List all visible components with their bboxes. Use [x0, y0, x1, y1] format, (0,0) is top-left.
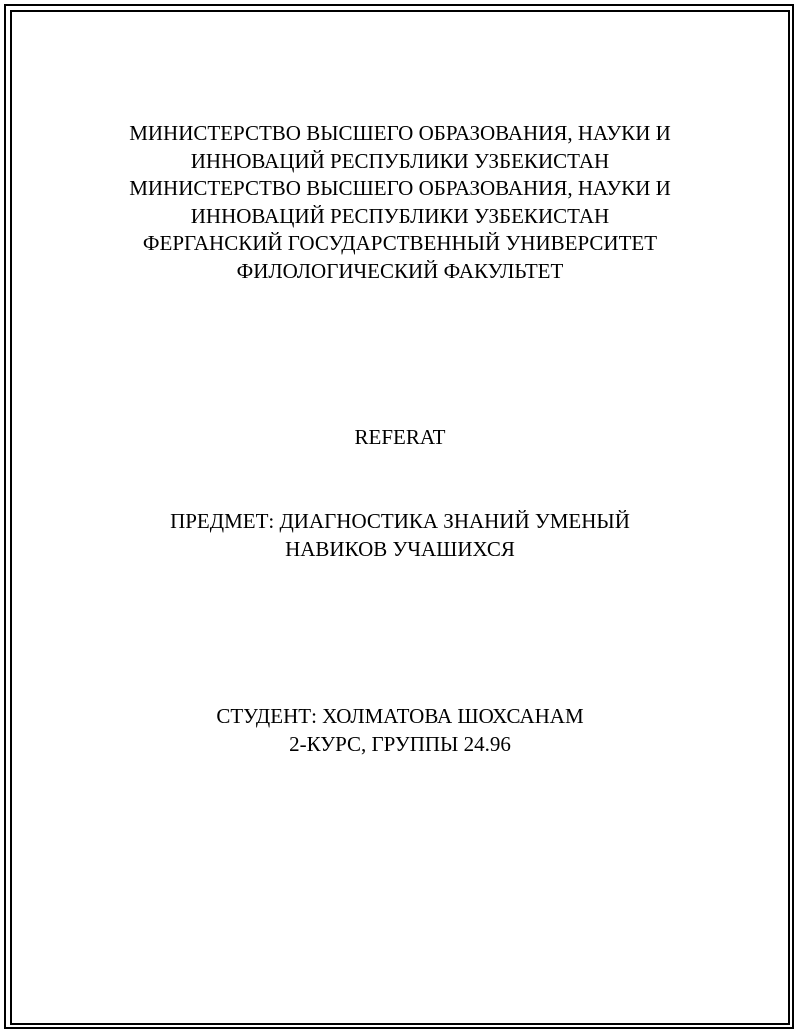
header-line: ИННОВАЦИЙ РЕСПУБЛИКИ УЗБЕКИСТАН	[190, 148, 610, 173]
student-line: 2-КУРС, ГРУППЫ 24.96	[289, 731, 511, 756]
header-line: МИНИСТЕРСТВО ВЫСШЕГО ОБРАЗОВАНИЯ, НАУКИ И	[129, 176, 671, 200]
header-line: ИННОВАЦИЙ РЕСПУБЛИКИ УЗБЕКИСТАН	[190, 203, 610, 228]
header-line: ФИЛОЛОГИЧЕСКИЙ ФАКУЛЬТЕТ	[236, 258, 564, 283]
document-type-title	[0, 424, 800, 452]
student-line: СТУДЕНТ: ХОЛМАТОВА ШОХСАНАМ	[216, 704, 584, 728]
subject-line: НАВИКОВ УЧАШИХСЯ	[285, 536, 515, 561]
header-line: ФЕРГАНСКИЙ ГОСУДАРСТВЕННЫЙ УНИВЕРСИТЕТ	[142, 231, 658, 255]
subject-block	[0, 508, 800, 563]
subject-line: ПРЕДМЕТ: ДИАГНОСТИКА ЗНАНИЙ УМЕНЫЙ	[170, 509, 630, 533]
institution-header	[0, 120, 800, 285]
header-line: МИНИСТЕРСТВО ВЫСШЕГО ОБРАЗОВАНИЯ, НАУКИ И	[129, 121, 671, 145]
document-type-label: REFERAT	[354, 425, 446, 449]
student-block	[0, 703, 800, 758]
